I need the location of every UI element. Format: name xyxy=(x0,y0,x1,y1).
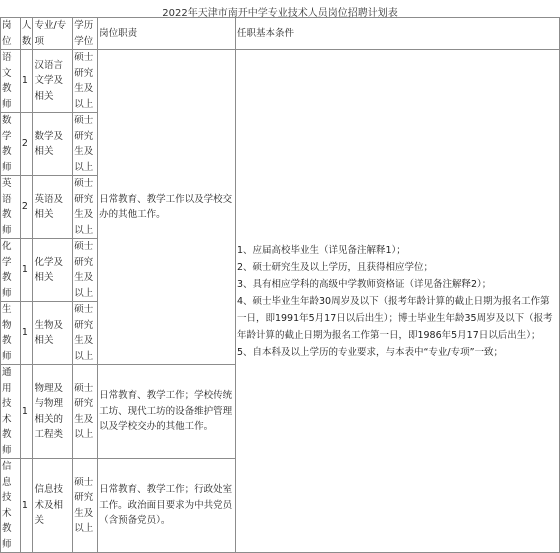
post-cell: 英语 教师 xyxy=(1,176,21,239)
subject-cell: 英语及相关 xyxy=(33,176,73,239)
subject-cell: 信息技术及相关 xyxy=(33,459,73,553)
subject-cell: 数学及相关 xyxy=(33,113,73,176)
post-cell: 数学 教师 xyxy=(1,113,21,176)
count-cell: 1 xyxy=(20,50,33,113)
education-cell: 硕士研究生及以上 xyxy=(73,50,98,113)
requirement-item: 4、硕士毕业生年龄30周岁及以下（报考年龄计算的截止日期为报名工作第一日，即1991年5月17日以后出生）；博士毕业生年龄35周岁及以下（报考年龄计算的截止日期为报名工作第一日，即1986年5月17日以后出生）； xyxy=(236,295,553,341)
education-cell: 硕士研究生及以上 xyxy=(73,113,98,176)
requirement-item: 3、具有相应学科的高级中学教师资格证（详见备注解释2）； xyxy=(236,278,492,290)
education-cell: 硕士研究生及以上 xyxy=(73,302,98,365)
subject-cell: 物理及与物理相关的工程类 xyxy=(33,365,73,459)
header-count: 人数 xyxy=(20,18,33,50)
page-title: 2022年天津市南开中学专业技术人员岗位招聘计划表 xyxy=(162,8,398,19)
subject-cell: 生物及相关 xyxy=(33,302,73,365)
requirement-item: 1、应届高校毕业生（详见备注解释1）； xyxy=(236,244,406,256)
post-cell: 语文 教师 xyxy=(1,50,21,113)
count-cell: 1 xyxy=(20,365,33,459)
post-cell: 信息 技术 教师 xyxy=(1,459,21,553)
header-requirements: 任职基本条件 xyxy=(235,18,559,50)
subject-cell: 化学及相关 xyxy=(33,239,73,302)
table-row xyxy=(1,50,560,113)
subject-cell: 汉语言文学及相关 xyxy=(33,50,73,113)
count-cell: 1 xyxy=(20,302,33,365)
header-duties: 岗位职责 xyxy=(98,18,236,50)
education-cell: 硕士研究生及以上 xyxy=(73,365,98,459)
education-cell: 硕士研究生及以上 xyxy=(73,239,98,302)
header-post: 岗位 xyxy=(1,18,21,50)
education-cell: 硕士研究生及以上 xyxy=(73,459,98,553)
header-subject: 专业/专项 xyxy=(33,18,73,50)
header-education: 学历学位 xyxy=(73,18,98,50)
duties-cell: 日常教育、教学工作；学校传统工坊、现代工坊的设备维护管理以及学校交办的其他工作。 xyxy=(98,365,236,459)
post-cell: 通用 技术 教师 xyxy=(1,365,21,459)
table-header-row xyxy=(1,18,560,50)
count-cell: 1 xyxy=(20,459,33,553)
count-cell: 1 xyxy=(20,239,33,302)
post-cell: 化学 教师 xyxy=(1,239,21,302)
duties-cell: 日常教育、教学工作以及学校交办的其他工作。 xyxy=(98,50,236,365)
requirement-item: 5、自本科及以上学历的专业要求，与本表中“专业/专项”一致； xyxy=(236,346,504,358)
count-cell: 2 xyxy=(20,113,33,176)
duties-cell: 日常教育、教学工作；行政处室工作。政治面目要求为中共党员（含预备党员）。 xyxy=(98,459,236,553)
requirements-cell xyxy=(235,50,559,553)
count-cell: 2 xyxy=(20,176,33,239)
requirement-item: 2、硕士研究生及以上学历，且获得相应学位； xyxy=(236,261,433,273)
post-cell: 生物 教师 xyxy=(1,302,21,365)
recruitment-table xyxy=(0,17,560,553)
education-cell: 硕士研究生及以上 xyxy=(73,176,98,239)
